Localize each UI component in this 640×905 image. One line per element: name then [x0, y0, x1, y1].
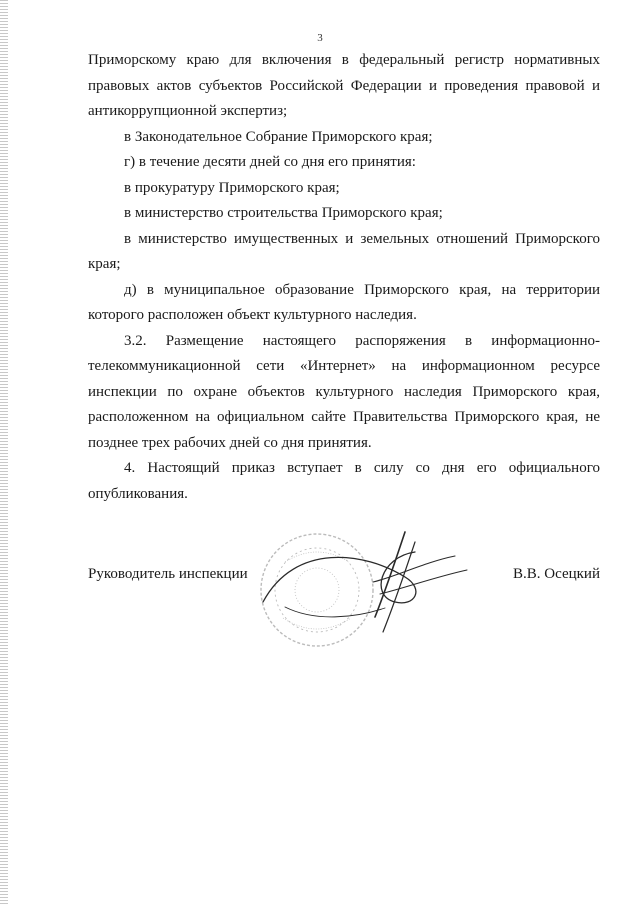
text-line: опубликования.: [88, 485, 188, 502]
text-line: телекоммуникационной сети «Интернет» на информационном ресурсе: [88, 358, 600, 374]
text-line: в прокуратуру Приморского края;: [124, 179, 340, 196]
text-line: расположенном на официальном сайте Правительства Приморского края, не: [88, 409, 600, 425]
page-number: 3: [317, 32, 323, 44]
document-body: [88, 48, 600, 507]
text-line: правовых актов субъектов Российской Федерации и проведения правовой и: [88, 77, 600, 94]
text-line: Приморскому краю для включения в федеральный регистр нормативных: [88, 52, 600, 68]
text-line: г) в течение десяти дней со дня его принятия:: [124, 154, 416, 170]
text-line: которого расположен объект культурного наследия.: [88, 307, 417, 323]
text-line: в министерство строительства Приморского края;: [124, 205, 443, 221]
text-line: д) в муниципальное образование Приморского края, на территории: [124, 281, 600, 298]
text-line: инспекции по охране объектов культурного наследия Приморского края,: [88, 383, 600, 400]
text-line: 3.2. Размещение настоящего распоряжения в информационно-: [124, 332, 600, 349]
text-line: антикоррупционной экспертиз;: [88, 103, 288, 119]
text-line: в министерство имущественных и земельных отношений Приморского: [124, 230, 600, 247]
text-line: в Законодательное Собрание Приморского края;: [124, 128, 433, 145]
signer-name: В.В. Осецкий: [513, 566, 600, 582]
text-line: позднее трех рабочих дней со дня принятия.: [88, 434, 372, 451]
text-line: края;: [88, 256, 121, 272]
seal-and-signature: [255, 522, 470, 662]
scan-margin-strip: [0, 0, 8, 905]
signature-block: [88, 562, 600, 592]
text-line: 4. Настоящий приказ вступает в силу со дня его официального: [124, 460, 600, 476]
signer-position: Руководитель инспекции: [88, 566, 248, 582]
